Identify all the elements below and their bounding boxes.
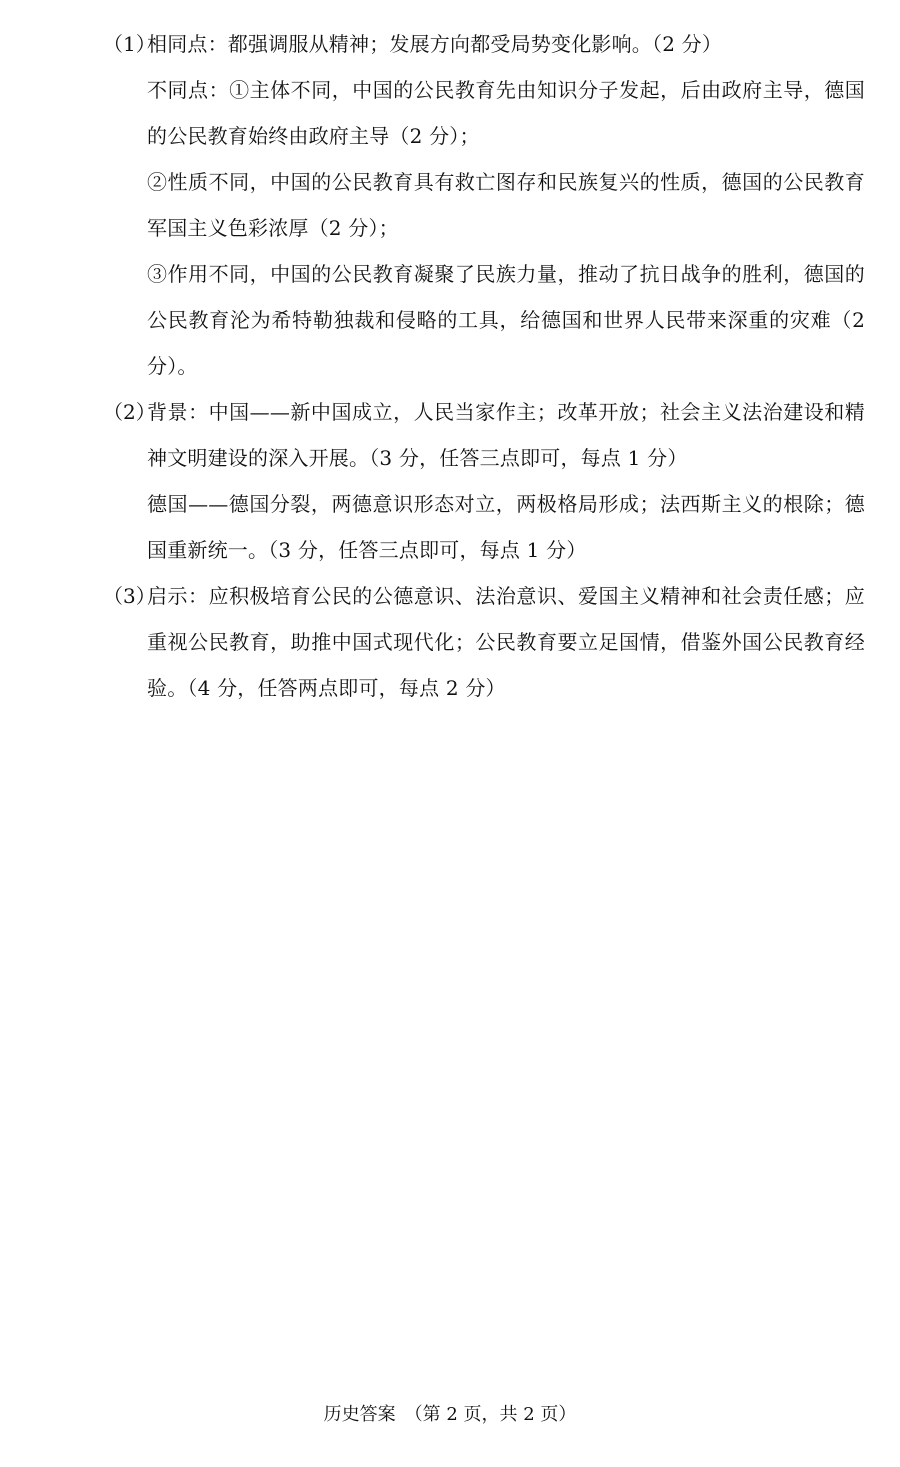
answer-1-line-3: 的公民教育始终由政府主导（2 分）； — [147, 124, 480, 148]
answer-1-line-1: 相同点：都强调服从精神；发展方向都受局势变化影响。（2 分） — [147, 32, 723, 56]
answer-2-line-2: 神文明建设的深入开展。（3 分，任答三点即可，每点 1 分） — [147, 446, 688, 470]
answer-2-number: （2） — [103, 400, 156, 424]
answer-2-line-1: 背景：中国——新中国成立，人民当家作主；改革开放；社会主义法治建设和精 — [147, 400, 865, 424]
answer-3-line-1: 启示：应积极培育公民的公德意识、法治意识、爱国主义精神和社会责任感；应 — [147, 584, 865, 608]
answer-1-line-8: 分）。 — [147, 354, 198, 378]
answer-1-line-2: 不同点：①主体不同，中国的公民教育先由知识分子发起，后由政府主导，德国 — [147, 78, 865, 102]
answer-2-line-4: 国重新统一。（3 分，任答三点即可，每点 1 分） — [147, 538, 587, 562]
page-footer: 历史答案 （第 2 页，共 2 页） — [323, 1404, 577, 1425]
answer-3-line-3: 验。（4 分，任答两点即可，每点 2 分） — [147, 676, 506, 700]
answer-1-line-7: 公民教育沦为希特勒独裁和侵略的工具，给德国和世界人民带来深重的灾难（2 — [147, 308, 865, 332]
answer-3-line-2: 重视公民教育，助推中国式现代化；公民教育要立足国情，借鉴外国公民教育经 — [147, 630, 865, 654]
answer-1-line-4: ②性质不同，中国的公民教育具有救亡图存和民族复兴的性质，德国的公民教育 — [147, 170, 865, 194]
answer-1-line-6: ③作用不同，中国的公民教育凝聚了民族力量，推动了抗日战争的胜利，德国的 — [147, 262, 865, 286]
answer-1-line-5: 军国主义色彩浓厚（2 分）； — [147, 216, 399, 240]
answer-3-number: （3） — [103, 584, 156, 608]
answer-1-number: （1） — [103, 32, 156, 56]
answer-2-line-3: 德国——德国分裂，两德意识形态对立，两极格局形成；法西斯主义的根除；德 — [147, 492, 865, 516]
